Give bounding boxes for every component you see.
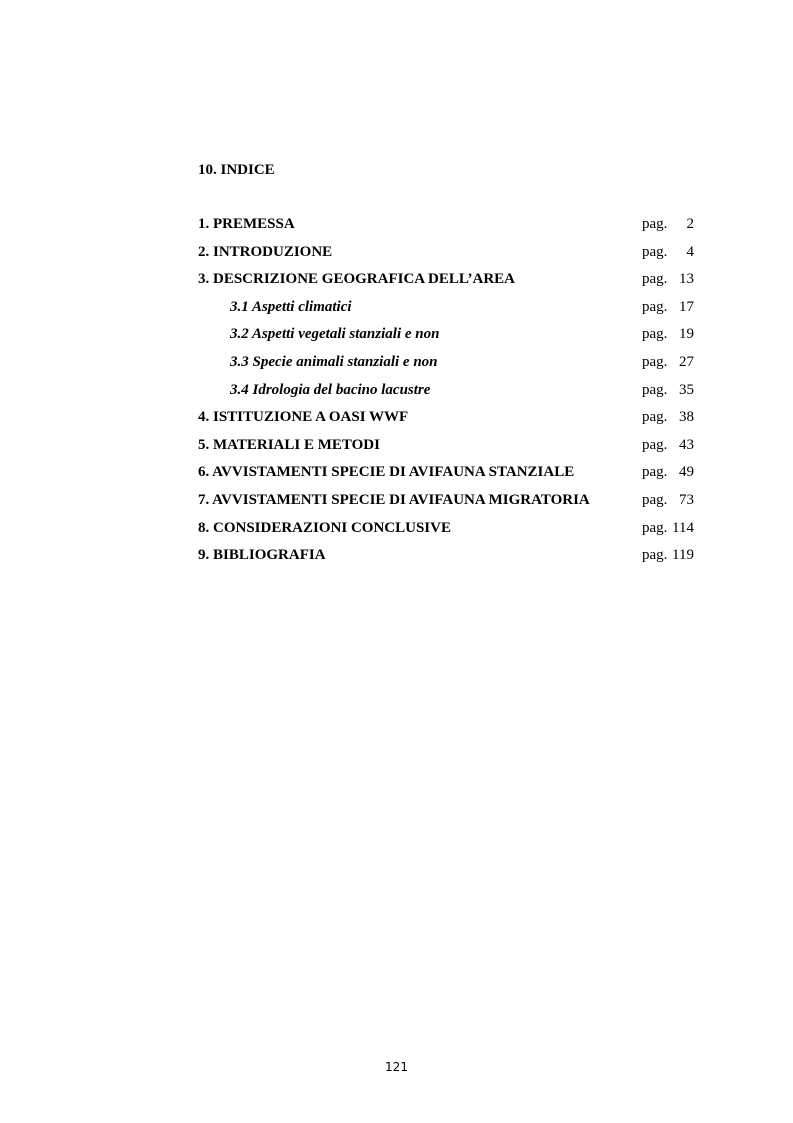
toc-page-label: pag. [642,436,668,453]
toc-page-number: 49 [679,464,694,481]
toc-page-number: 38 [679,409,694,426]
toc-subentry [198,352,698,380]
toc-page-number: 114 [672,519,694,536]
toc-page-number: 17 [679,298,694,315]
toc-heading: 10. INDICE [198,162,275,178]
toc-entry-title: 3.2 Aspetti vegetali stanziali e non [230,326,440,343]
toc-entry-title: 6. AVVISTAMENTI SPECIE DI AVIFAUNA STANZIALE [198,464,575,481]
toc-entry [198,269,698,297]
toc-entry [198,462,698,490]
toc-subentry [198,297,698,325]
toc-entry-title: 3.3 Specie animali stanziali e non [230,353,438,370]
toc-entry-title: 8. CONSIDERAZIONI CONCLUSIVE [198,519,451,536]
toc-page-number: 2 [686,216,694,232]
toc-page-label: pag. [642,519,668,536]
toc-page-label: pag. [642,271,668,288]
toc-page-label: pag. [642,353,668,370]
toc-page-number: 27 [679,353,694,370]
toc-page-label: pag. [642,491,668,508]
toc-entry [198,214,698,242]
toc-page-number: 13 [679,271,694,288]
toc-page-number: 73 [679,491,694,508]
toc-entry [198,490,698,518]
toc-entry [198,518,698,546]
toc-entry-title: 5. MATERIALI E METODI [198,436,380,453]
toc-subentry [198,324,698,352]
toc-entry-title: 3.4 Idrologia del bacino lacustre [230,381,431,398]
toc-page-label: pag. [642,464,668,481]
page-number: 121 [385,1060,408,1074]
toc-page-label: pag. [642,547,668,564]
toc-entry-title: 7. AVVISTAMENTI SPECIE DI AVIFAUNA MIGRATORIA [198,491,590,508]
toc-entry [198,545,698,573]
toc-page-number: 19 [679,326,694,343]
toc-entry-title: 3. DESCRIZIONE GEOGRAFICA DELL’AREA [198,271,516,288]
toc-page-label: pag. [642,298,668,315]
table-of-contents [198,214,698,573]
toc-page-number: 119 [672,547,694,564]
toc-entry [198,407,698,435]
toc-entry [198,242,698,270]
toc-entry-title: 9. BIBLIOGRAFIA [198,547,326,564]
toc-entry-title: 3.1 Aspetti climatici [230,298,352,315]
toc-page-label: pag. [642,216,668,232]
toc-entry-title: 2. INTRODUZIONE [198,243,333,260]
toc-page-number: 35 [679,381,694,398]
toc-subentry [198,380,698,408]
toc-page-label: pag. [642,409,668,426]
toc-entry-title: 4. ISTITUZIONE A OASI WWF [198,409,409,426]
toc-page-label: pag. [642,243,668,260]
toc-page-label: pag. [642,326,668,343]
toc-page-number: 43 [679,436,694,453]
toc-entry [198,435,698,463]
toc-page-number: 4 [686,243,694,260]
toc-page-label: pag. [642,381,668,398]
toc-entry-title: 1. PREMESSA [198,216,295,232]
